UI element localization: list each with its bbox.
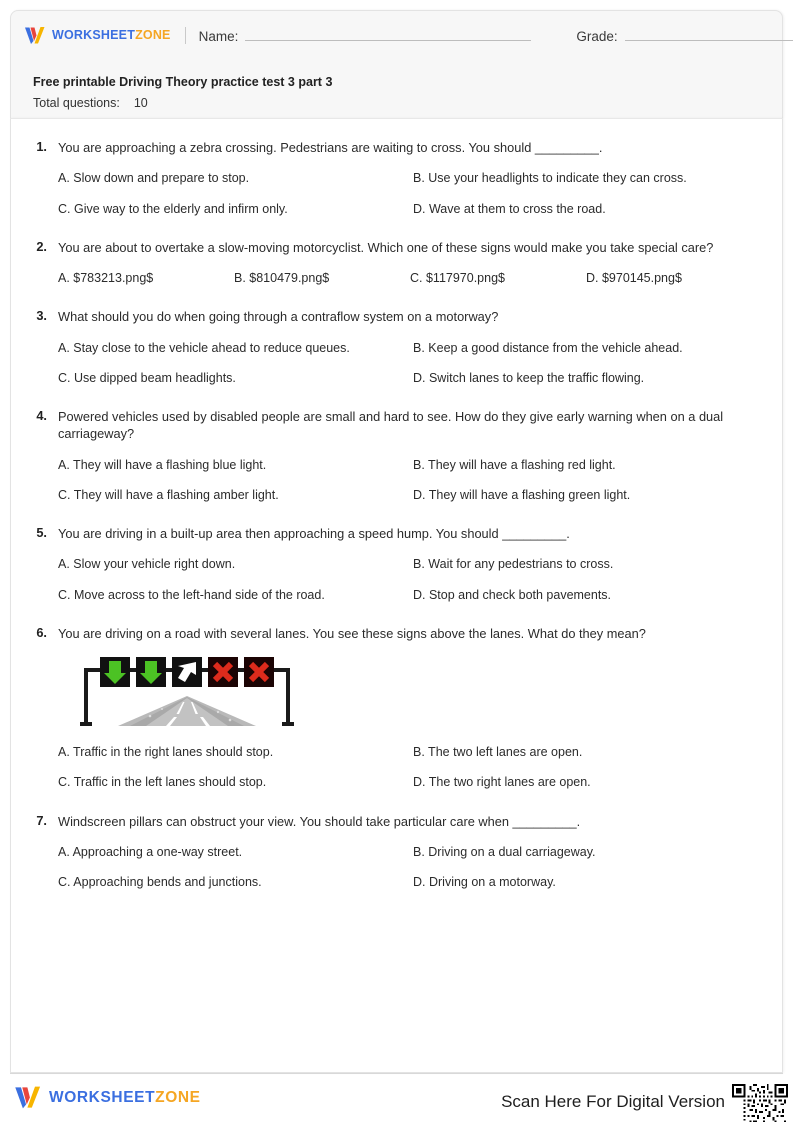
question-list (25, 139, 768, 912)
footer-logo-wordmark (49, 1089, 201, 1107)
footer-divider (10, 1073, 783, 1074)
worksheet-title: Free printable Driving Theory practice test 3 part 3 (33, 75, 333, 89)
option-d[interactable]: D. Wave at them to cross the road. (413, 201, 606, 216)
question-body (47, 525, 768, 603)
options-row (58, 270, 768, 286)
name-field[interactable] (199, 27, 532, 44)
footer-logo-word-worksheet: WORKSHEET (49, 1088, 156, 1106)
total-questions-row (33, 96, 148, 110)
worksheet-header (10, 10, 783, 118)
options-group (58, 844, 768, 891)
logo-word-worksheet: WORKSHEET (52, 28, 136, 42)
scan-here-text: Scan Here For Digital Version (501, 1092, 725, 1111)
question-body (47, 813, 768, 891)
qr-code-icon[interactable] (732, 1084, 788, 1122)
question-body (47, 139, 768, 217)
options-group (58, 457, 768, 504)
question-item (25, 525, 768, 603)
options-group (58, 556, 768, 603)
options-row (58, 556, 768, 572)
question-number: 7. (36, 812, 47, 828)
question-text: You are driving on a road with several lanes. You see these signs above the lanes. What do they mean? (58, 625, 646, 641)
header-top-row (24, 22, 770, 48)
option-a[interactable]: A. Slow your vehicle right down. (58, 557, 236, 572)
options-row (58, 487, 768, 503)
question-item (25, 813, 768, 891)
option-a[interactable]: A. They will have a flashing blue light. (58, 457, 267, 472)
logo-wordmark (52, 28, 171, 42)
name-label: Name: (198, 28, 239, 44)
grade-field[interactable] (576, 27, 793, 44)
option-b[interactable]: B. The two left lanes are open. (413, 745, 583, 760)
lane-control-gantry-illustration (78, 654, 768, 730)
grade-input-line[interactable] (625, 27, 793, 41)
options-group (58, 340, 768, 387)
grade-label: Grade: (576, 28, 618, 44)
option-c[interactable]: C. Traffic in the left lanes should stop. (58, 775, 267, 790)
question-text: You are driving in a built-up area then approaching a speed hump. You should _________. (58, 526, 570, 542)
options-row (58, 457, 768, 473)
option-c[interactable]: C. Approaching bends and junctions. (58, 875, 262, 890)
options-group (58, 170, 768, 217)
question-text: Powered vehicles used by disabled people are small and hard to see. How do they give early warning when on a dual carriageway? (58, 409, 724, 442)
footer-logo (14, 1085, 201, 1110)
option-d[interactable]: D. Stop and check both pavements. (413, 587, 612, 602)
question-item (25, 625, 768, 791)
options-row (58, 201, 768, 217)
worksheet-body (10, 118, 783, 1073)
option-a[interactable]: A. $783213.png$ (58, 271, 154, 286)
question-number: 6. (36, 624, 47, 640)
option-b[interactable]: B. Use your headlights to indicate they can cross. (413, 171, 687, 186)
option-d[interactable]: D. Switch lanes to keep the traffic flowing. (413, 370, 645, 385)
worksheet-footer (0, 1080, 793, 1122)
header-logo (24, 26, 171, 45)
option-d[interactable]: D. They will have a flashing green light. (413, 487, 631, 502)
footer-logo-word-zone: ZONE (155, 1088, 201, 1106)
options-row (58, 340, 768, 356)
question-text: Windscreen pillars can obstruct your view. You should take particular care when _________. (58, 813, 581, 829)
question-text: What should you do when going through a contraflow system on a motorway? (58, 309, 499, 325)
options-row (58, 170, 768, 186)
question-number: 5. (36, 525, 47, 541)
question-body (47, 408, 768, 503)
option-a[interactable]: A. Stay close to the vehicle ahead to reduce queues. (58, 340, 350, 355)
question-number: 3. (36, 308, 47, 324)
option-c[interactable]: C. Give way to the elderly and infirm only. (58, 201, 288, 216)
option-b[interactable]: B. They will have a flashing red light. (413, 457, 616, 472)
question-number: 2. (36, 238, 47, 254)
question-text: You are approaching a zebra crossing. Pedestrians are waiting to cross. You should _________. (58, 140, 603, 155)
total-questions-label: Total questions: (33, 96, 120, 110)
options-row (58, 744, 768, 760)
option-a[interactable]: A. Traffic in the right lanes should stop. (58, 745, 274, 760)
option-b[interactable]: B. Wait for any pedestrians to cross. (413, 557, 614, 572)
total-questions-value: 10 (133, 96, 148, 110)
option-b[interactable]: B. Driving on a dual carriageway. (413, 844, 596, 859)
question-item (25, 408, 768, 503)
question-body (47, 308, 768, 386)
option-d[interactable]: D. The two right lanes are open. (413, 775, 591, 790)
question-item (25, 308, 768, 386)
name-input-line[interactable] (245, 27, 531, 41)
question-number: 4. (36, 408, 47, 424)
header-divider (185, 27, 186, 44)
question-text: You are about to overtake a slow-moving motorcyclist. Which one of these signs would make you take special care? (58, 239, 714, 255)
option-c[interactable]: C. $117970.png$ (410, 271, 505, 286)
option-a[interactable]: A. Slow down and prepare to stop. (58, 171, 250, 186)
option-d[interactable]: D. $970145.png$ (586, 271, 682, 286)
gantry-figure-icon (78, 654, 296, 730)
option-c[interactable]: C. Move across to the left-hand side of the road. (58, 587, 325, 602)
option-c[interactable]: C. They will have a flashing amber light. (58, 487, 279, 502)
option-c[interactable]: C. Use dipped beam headlights. (58, 370, 236, 385)
options-group (58, 270, 768, 286)
options-row (58, 844, 768, 860)
worksheet-zone-w-mark-icon (24, 26, 46, 45)
option-b[interactable]: B. Keep a good distance from the vehicle ahead. (413, 340, 683, 355)
option-d[interactable]: D. Driving on a motorway. (413, 875, 556, 890)
options-row (58, 587, 768, 603)
options-row (58, 774, 768, 790)
logo-word-zone: ZONE (135, 28, 171, 42)
worksheet-zone-w-mark-icon (14, 1085, 42, 1110)
question-body (47, 239, 768, 287)
options-row (58, 874, 768, 890)
option-a[interactable]: A. Approaching a one-way street. (58, 844, 243, 859)
question-number: 1. (36, 139, 47, 154)
question-item (25, 139, 768, 217)
question-item (25, 239, 768, 287)
options-row (58, 370, 768, 386)
option-b[interactable]: B. $810479.png$ (234, 271, 330, 286)
question-body (47, 625, 768, 791)
options-group (58, 744, 768, 791)
